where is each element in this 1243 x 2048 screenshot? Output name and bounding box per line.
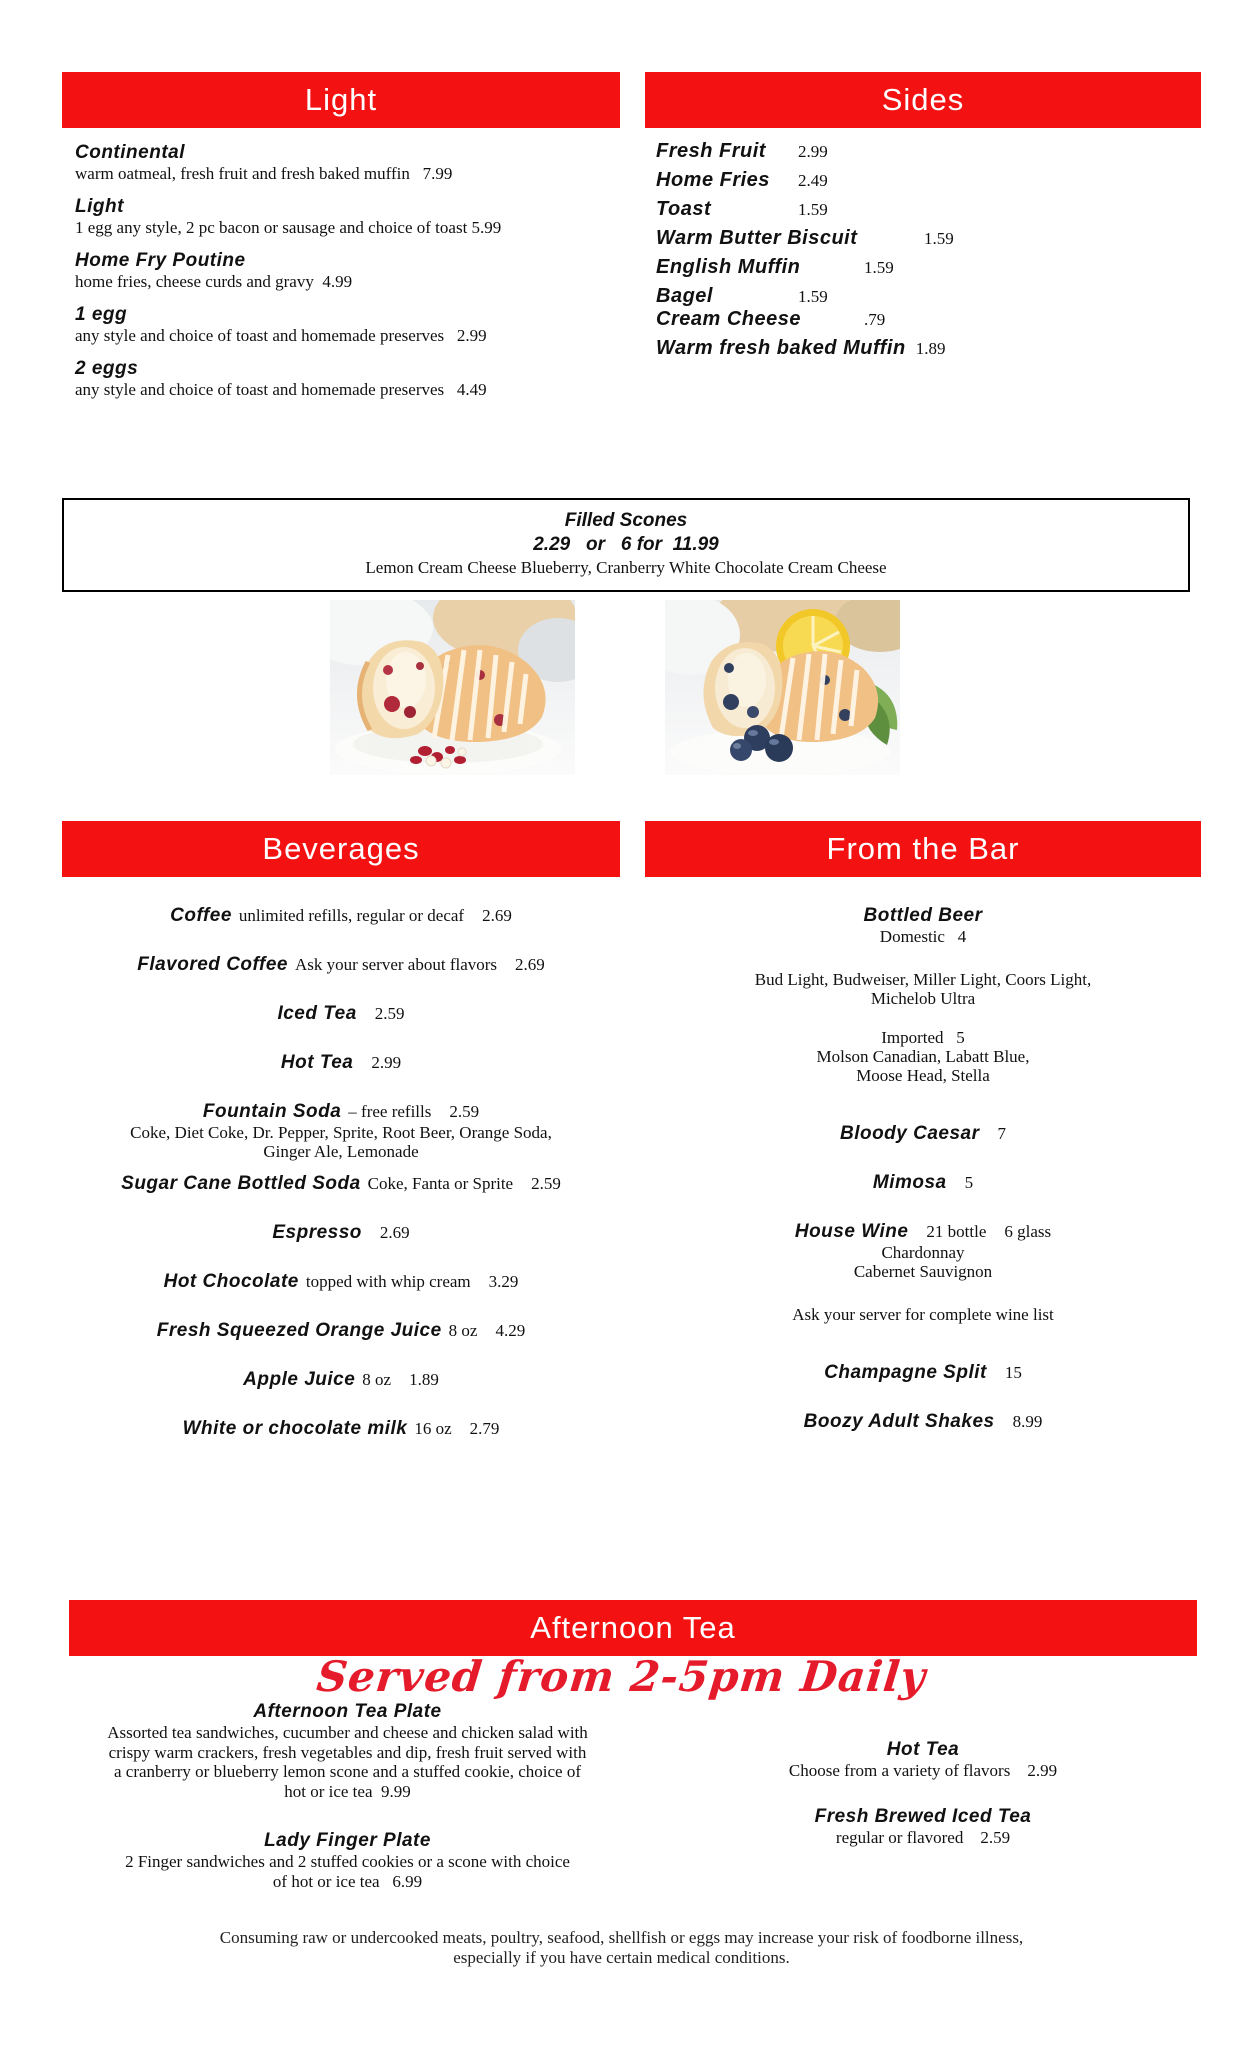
item-name: Home Fries [656,169,770,191]
bottled-beer-imported-brands-line1: Molson Canadian, Labatt Blue, [816,1047,1030,1066]
item-price: 1.59 [924,229,954,248]
disclaimer-line1: Consuming raw or undercooked meats, poultry, seafood, shellfish or eggs may increase your risk of foodborne illness, [219,1928,1024,1947]
menu-item-lady-finger-plate [75,1829,620,1891]
section-light [62,72,620,412]
item-name: Coffee [170,905,232,926]
fountain-soda-flavors-line2: Ginger Ale, Lemonade [263,1142,419,1161]
blueberry-scone-photo [665,600,900,780]
item-price: 2.69 [379,1223,410,1242]
item-desc: unlimited refills, regular or decaf [238,906,465,925]
item-price: 1.89 [409,1370,439,1389]
from-the-bar-items [645,905,1201,1433]
item-price: 1.59 [798,200,828,219]
menu-item-sugar-cane-bottled-soda [62,1173,620,1195]
menu-item-hot-tea [62,1052,620,1074]
item-price: 2.79 [469,1419,500,1438]
item-price: 1.89 [915,339,946,358]
item-name: Fresh Squeezed Orange Juice [156,1320,442,1341]
afternoon-tea-hours [0,1652,1243,1701]
item-name: Mimosa [872,1172,947,1193]
menu-item-continental [75,142,620,183]
section-light-banner: Light [62,72,620,128]
item-price: 2.99 [798,142,828,161]
menu-item-cream-cheese [656,309,1201,330]
item-price: 2.69 [482,906,512,925]
house-wine-variety-1: Chardonnay [881,1243,965,1262]
item-name: English Muffin [656,256,801,278]
item-name: Bloody Caesar [839,1123,980,1144]
item-name: 1 egg [75,304,128,325]
menu-item-hot-chocolate [62,1271,620,1293]
beverages-items [62,905,620,1440]
item-price: 1.59 [864,258,894,277]
item-desc: Choose from a variety of flavors 2.99 [788,1761,1058,1780]
wine-list-note: Ask your server for complete wine list [792,1305,1054,1324]
item-price: 7 [997,1124,1007,1143]
menu-item-iced-tea [62,1003,620,1025]
menu-item-warm-butter-biscuit [656,228,1201,249]
menu-item-bagel [656,286,1201,307]
scones-pricing: 2.29 or 6 for 11.99 [533,534,719,555]
item-desc: home fries, cheese curds and gravy 4.99 [75,272,353,291]
item-name: Fountain Soda [202,1101,342,1122]
menu-item-boozy-adult-shakes [645,1411,1201,1433]
menu-item-afternoon-tea-plate [75,1700,620,1801]
menu-item-house-wine [645,1221,1201,1281]
item-name: Warm fresh baked Muffin [656,337,906,359]
item-name: Sugar Cane Bottled Soda [121,1173,361,1194]
item-desc: Ask your server about flavors [294,955,498,974]
item-desc: Coke, Fanta or Sprite [367,1174,514,1193]
item-name: Continental [75,142,185,163]
section-afternoon-tea-banner: Afternoon Tea [69,1600,1197,1656]
item-size: 8 oz [448,1321,478,1340]
menu-item-champagne-split [645,1362,1201,1384]
item-desc: topped with whip cream [305,1272,471,1291]
menu-item-hot-tea-afternoon [645,1738,1201,1781]
item-name: Hot Tea [280,1052,354,1073]
menu-item-fresh-fruit [656,141,1201,162]
house-wine-bottle-price: 21 bottle [926,1222,987,1241]
item-name: Iced Tea [277,1003,357,1024]
item-price: 3.29 [488,1272,519,1291]
afternoon-tea-plates [75,1700,620,1891]
item-price: 15 [1004,1363,1022,1382]
section-sides-banner: Sides [645,72,1201,128]
menu-item-2-eggs [75,358,620,399]
item-price: 1.59 [798,287,828,306]
item-desc: any style and choice of toast and homemade preserves 2.99 [75,326,487,345]
item-name: Espresso [272,1222,362,1243]
bottled-beer-domestic-brands-line2: Michelob Ultra [870,989,976,1008]
item-name: Fresh Fruit [656,140,766,162]
item-desc: 2 Finger sandwiches and 2 stuffed cookies or a scone with choice of hot or ice tea 6.99 [125,1852,575,1891]
item-desc: any style and choice of toast and homemade preserves 4.49 [75,380,487,399]
house-wine-glass-price: 6 glass [1004,1222,1052,1241]
menu-item-mimosa [645,1172,1201,1194]
section-afternoon-tea [69,1600,1197,1656]
menu-item-coffee [62,905,620,927]
item-name: Light [75,196,124,217]
item-price: 2.99 [371,1053,402,1072]
item-name: Flavored Coffee [137,954,288,975]
item-price: 2.69 [515,955,545,974]
item-price: .79 [864,310,886,329]
scones-title: Filled Scones [564,510,688,531]
section-sides [645,72,1201,367]
item-name: Boozy Adult Shakes [803,1411,995,1432]
fountain-soda-flavors-line1: Coke, Diet Coke, Dr. Pepper, Sprite, Root Beer, Orange Soda, [130,1123,552,1142]
menu-item-flavored-coffee [62,954,620,976]
house-wine-variety-2: Cabernet Sauvignon [853,1262,993,1281]
item-price: 2.49 [798,171,828,190]
item-price: 8.99 [1012,1412,1043,1431]
menu-item-fountain-soda [62,1101,620,1161]
health-disclaimer [0,1928,1243,1968]
filled-scones-box [62,498,1190,592]
item-desc: warm oatmeal, fresh fruit and fresh baked muffin 7.99 [75,164,453,183]
item-name: Apple Juice [243,1369,356,1390]
item-name: Bagel [656,285,713,307]
disclaimer-line2: especially if you have certain medical conditions. [453,1948,790,1967]
menu-item-home-fry-poutine [75,250,620,291]
bottled-beer-imported: Imported 5 [881,1028,965,1047]
sides-items [645,128,1201,359]
item-desc: regular or flavored 2.59 [835,1827,1011,1847]
item-name: Champagne Split [824,1362,987,1383]
menu-item-warm-fresh-baked-muffin [656,338,1201,359]
section-from-the-bar-banner: From the Bar [645,821,1201,877]
item-price: 4.29 [495,1321,526,1340]
item-name: House Wine [794,1221,909,1242]
section-from-the-bar [645,821,1201,1460]
item-size: 8 oz [362,1370,392,1389]
section-beverages [62,821,620,1467]
menu-item-home-fries [656,170,1201,191]
item-desc: Assorted tea sandwiches, cucumber and cheese and chicken salad with crispy warm crackers, fresh vegetables and dip, fresh fruit served with a cranberry or blueberry lemon scone and a stuffed cookie, choice of hot or ice tea 9.99 [107,1723,593,1801]
item-name: Hot Chocolate [163,1271,299,1292]
item-name: Toast [656,198,712,220]
item-name: White or chocolate milk [182,1418,408,1439]
served-hours-script: Served from 2-5pm Daily [314,1652,929,1701]
menu-item-toast [656,199,1201,220]
light-items [62,128,620,399]
item-price: 2.59 [374,1004,405,1023]
item-name: Cream Cheese [656,308,801,330]
menu-item-white-or-chocolate-milk [62,1418,620,1440]
afternoon-tea-drinks [645,1738,1201,1847]
item-name: Lady Finger Plate [264,1830,431,1851]
menu-item-fresh-brewed-iced-tea [645,1805,1201,1848]
item-desc: – free refills [348,1102,432,1121]
bottled-beer-domestic-brands-line1: Bud Light, Budweiser, Miller Light, Coors Light, [754,970,1092,989]
item-name: Bottled Beer [863,905,983,926]
item-price: 2.59 [531,1174,561,1193]
item-name: 2 eggs [75,358,139,379]
item-name: Afternoon Tea Plate [253,1701,442,1722]
item-size: 16 oz [414,1419,452,1438]
section-beverages-banner: Beverages [62,821,620,877]
menu-item-apple-juice [62,1369,620,1391]
menu-item-bloody-caesar [645,1123,1201,1145]
menu-item-espresso [62,1222,620,1244]
item-name: Fresh Brewed Iced Tea [814,1805,1032,1827]
menu-item-light [75,196,620,237]
item-name: Home Fry Poutine [75,250,246,271]
menu-item-1-egg [75,304,620,345]
menu-item-bottled-beer [645,905,1201,1085]
item-price: 5 [964,1173,974,1192]
bottled-beer-domestic: Domestic 4 [879,927,967,946]
bottled-beer-imported-brands-line2: Moose Head, Stella [856,1066,990,1085]
menu-item-fresh-squeezed-orange-juice [62,1320,620,1342]
menu-item-english-muffin [656,257,1201,278]
scones-flavors: Lemon Cream Cheese Blueberry, Cranberry White Chocolate Cream Cheese [365,558,887,577]
item-desc: 1 egg any style, 2 pc bacon or sausage and choice of toast 5.99 [75,218,502,237]
item-name: Warm Butter Biscuit [656,227,858,249]
cranberry-scone-photo [330,600,575,780]
item-name: Hot Tea [886,1739,960,1760]
item-price: 2.59 [449,1102,480,1121]
